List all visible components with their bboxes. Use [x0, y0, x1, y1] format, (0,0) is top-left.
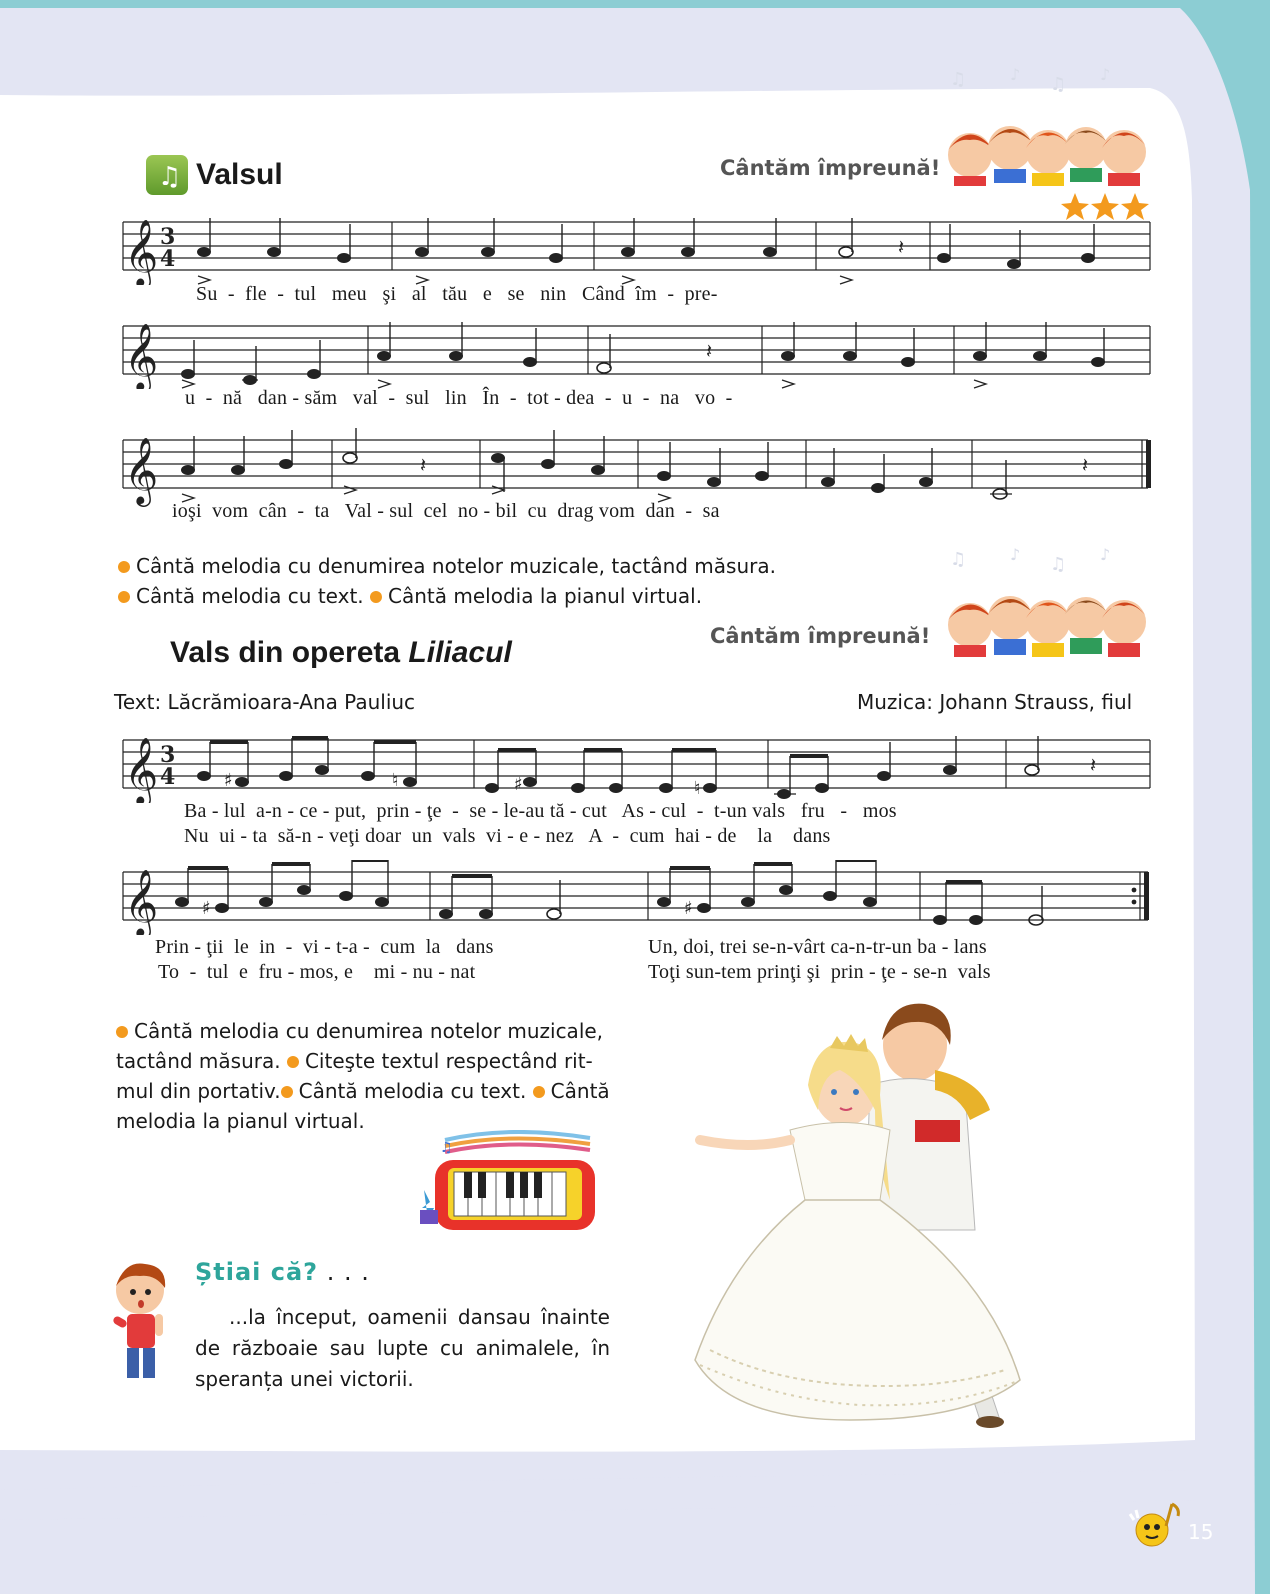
song2-sing-label: Cântăm împreună!: [710, 624, 931, 648]
song1-title: Valsul: [196, 158, 283, 191]
svg-text:𝄽: 𝄽: [1082, 453, 1089, 477]
song1-sing-label: Cântăm împreună!: [720, 156, 941, 180]
svg-text:♫: ♫: [950, 549, 967, 570]
staff-song2-line1: [118, 728, 1158, 803]
bullet-dot: [370, 591, 382, 603]
svg-text:𝄞: 𝄞: [124, 736, 159, 803]
song2-lyrics-line4: To - tul e fru - mos, e mi - nu - nat: [158, 961, 476, 983]
svg-text:𝄽: 𝄽: [706, 339, 713, 363]
song1-lyrics-line1: Su - fle - tul meu şi al tău e se nin Când îm - pre-: [196, 283, 718, 305]
svg-text:𝄽: 𝄽: [898, 235, 905, 259]
singing-children-icon: [940, 60, 1160, 225]
svg-text:♮: ♮: [392, 770, 399, 791]
song1-lyrics-line2: u - nă dan - săm val - sul lin În - tot - dea - u - na vo -: [185, 387, 733, 409]
bullet-dot: [287, 1056, 299, 1068]
staff-song1-line3: [118, 428, 1158, 508]
boy-illustration: [105, 1258, 175, 1383]
song2-lyrics-line1: Ba - lul a-n - ce - put, prin - ţe - se - le-au tă - cut As - cul - t-un vals fru - mos: [184, 800, 897, 822]
music-credit: Muzica: Johann Strauss, fiul: [857, 690, 1133, 714]
svg-text:♮: ♮: [694, 778, 701, 799]
svg-text:𝄞: 𝄞: [124, 868, 159, 935]
svg-text:𝄞: 𝄞: [124, 322, 159, 389]
bullet-dot: [533, 1086, 545, 1098]
svg-text:𝄽: 𝄽: [1090, 753, 1097, 777]
song2-lyrics-line5: Un, doi, trei se-n-vârt ca-n-tr-un ba - lans: [648, 936, 987, 958]
svg-text:♪: ♪: [1100, 545, 1111, 564]
song1-lyrics-line3: ioşi vom cân - ta Val - sul cel no - bil cu drag vom dan - sa: [172, 500, 720, 522]
svg-text:3: 3: [160, 224, 176, 250]
stiai-title: Știai că? . . .: [195, 1258, 370, 1286]
svg-text:4: 4: [160, 764, 176, 790]
svg-text:♯: ♯: [514, 774, 523, 795]
svg-text:𝄞: 𝄞: [124, 218, 159, 285]
music-icon: [146, 155, 188, 195]
dancing-couple-illustration: [690, 1000, 1030, 1440]
note-mascot-icon: [1128, 1500, 1184, 1550]
song2-lyrics-line2: Nu ui - ta să-n - veţi doar un vals vi - e - nez A - cum hai - de la dans: [184, 825, 831, 847]
svg-text:♪: ♪: [1100, 65, 1111, 84]
svg-text:♯: ♯: [224, 770, 233, 791]
svg-text:♯: ♯: [202, 898, 211, 919]
svg-text:♫: ♫: [950, 69, 967, 90]
page-number: 15: [1188, 1520, 1214, 1544]
bullet-dot: [118, 591, 130, 603]
staff-song2-line2: [118, 860, 1158, 935]
song1-instructions: Cântă melodia cu denumirea notelor muzicale, tactând măsura. Cântă melodia cu text. Cântă melodia la pianul virtual.: [118, 551, 776, 611]
bullet-dot: [118, 561, 130, 573]
staff-song1-line2: [118, 314, 1158, 389]
svg-text:♫: ♫: [440, 1140, 453, 1156]
svg-text:4: 4: [160, 246, 176, 272]
svg-text:3: 3: [160, 742, 176, 768]
virtual-piano-icon[interactable]: [420, 1130, 605, 1235]
svg-text:♯: ♯: [684, 898, 693, 919]
svg-text:♪: ♪: [1010, 545, 1021, 564]
bullet-dot: [116, 1026, 128, 1038]
svg-text:♫: ♫: [1050, 554, 1067, 575]
svg-text:𝄽: 𝄽: [420, 453, 427, 477]
song2-instructions: Cântă melodia cu denumirea notelor muzicale, tactând măsura. Citeşte textul respectând rit- mul din portativ. Cântă melodia cu text. Cântă melodia la pianul virtual.: [116, 1019, 610, 1133]
song2-lyrics-line3: Prin - ţii le in - vi - t-a - cum la dans: [155, 936, 494, 958]
bullet-dot: [281, 1086, 293, 1098]
svg-text:♫: ♫: [158, 162, 182, 192]
text-credit: Text: Lăcrămioara-Ana Pauliuc: [114, 690, 416, 714]
svg-text:♪: ♪: [1010, 65, 1021, 84]
stiai-text: ...la început, oamenii dansau înainte de războaie sau lupte cu animalele, în speranța unei victorii.: [195, 1305, 610, 1391]
song2-title: Vals din opereta Liliacul: [170, 636, 512, 669]
svg-text:𝄞: 𝄞: [124, 436, 159, 504]
svg-text:♫: ♫: [1050, 74, 1067, 95]
staff-song1-line1: [118, 210, 1158, 285]
singing-children-icon: [940, 540, 1160, 665]
song2-lyrics-line6: Toţi sun-tem prinţi şi prin - ţe - se-n vals: [648, 961, 991, 983]
